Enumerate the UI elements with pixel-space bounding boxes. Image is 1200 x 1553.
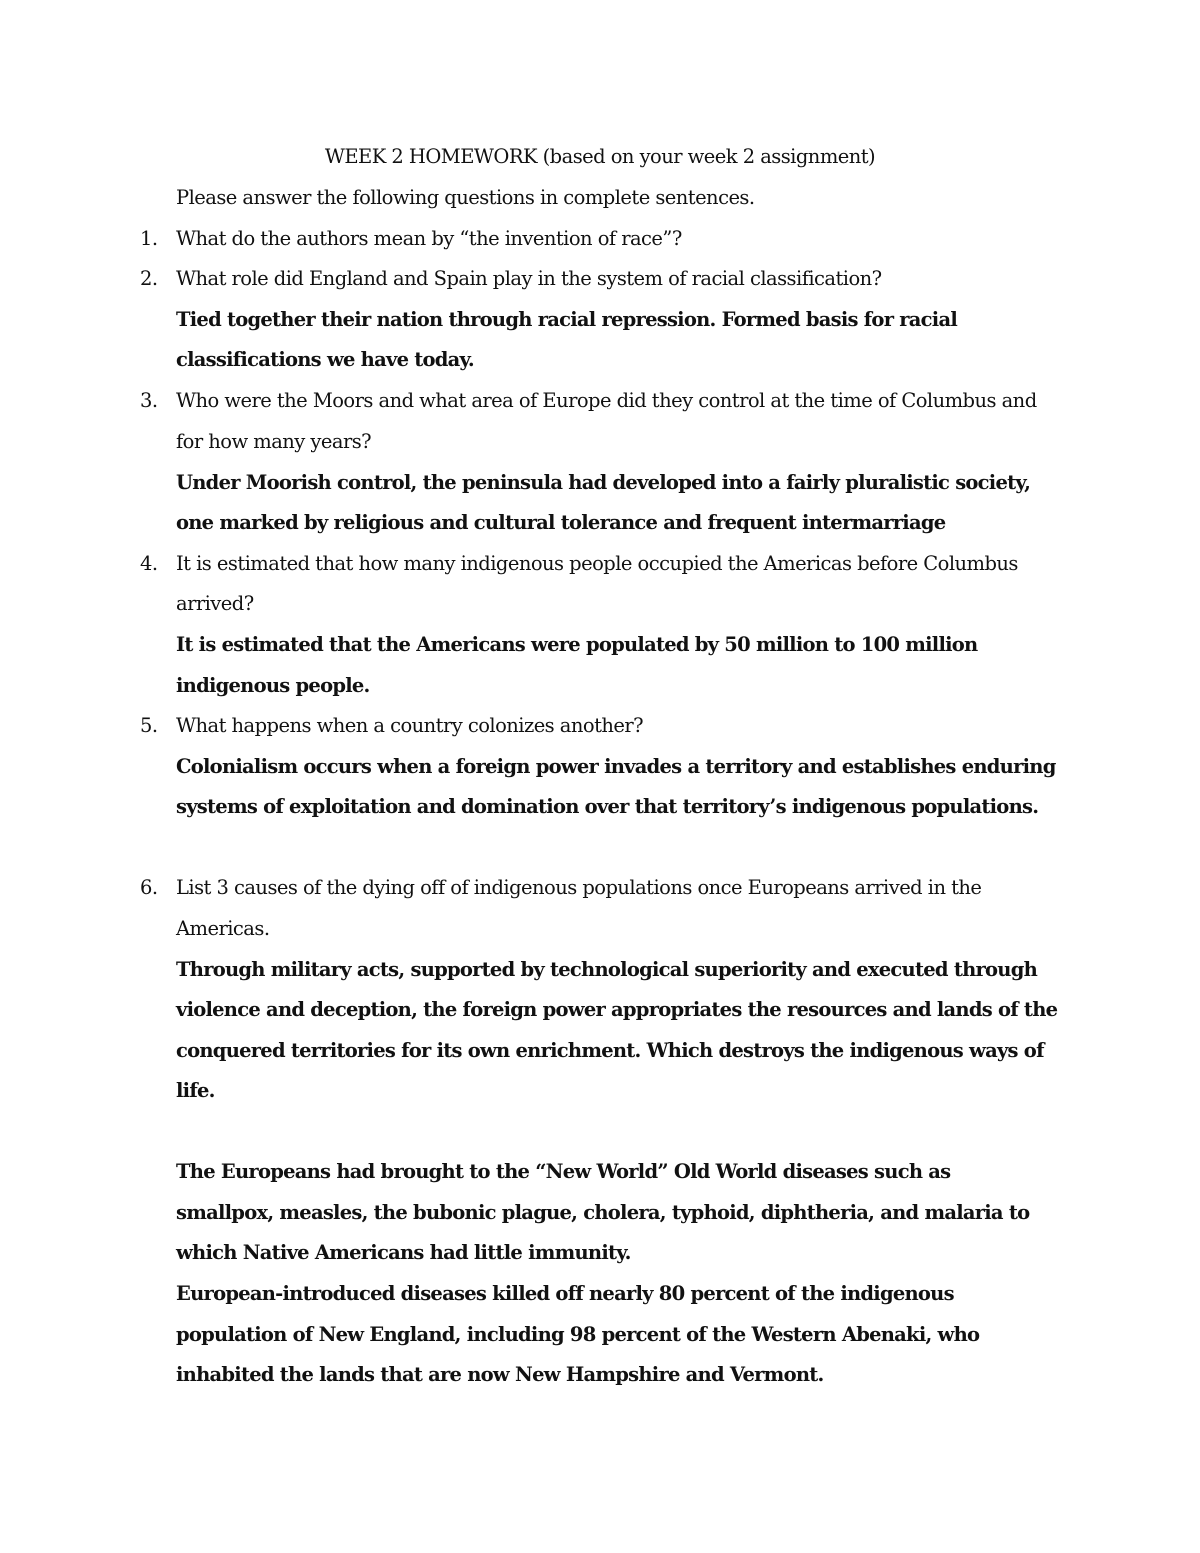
question-number-4: 4. bbox=[140, 552, 158, 575]
answer-6-line-10: inhabited the lands that are now New Hampshire and Vermont. bbox=[176, 1363, 824, 1386]
answer-2-line-1: Tied together their nation through racial repression. Formed basis for racial bbox=[176, 308, 957, 331]
question-6-line-1: List 3 causes of the dying off of indigenous populations once Europeans arrived in the bbox=[176, 876, 982, 899]
answer-3-line-2: one marked by religious and cultural tolerance and frequent intermarriage bbox=[176, 511, 946, 534]
answer-6-line-6: smallpox, measles, the bubonic plague, cholera, typhoid, diphtheria, and malaria to bbox=[176, 1201, 1030, 1224]
answer-6-line-7: which Native Americans had little immunity. bbox=[176, 1241, 631, 1264]
answer-5-line-2: systems of exploitation and domination over that territory’s indigenous populations. bbox=[176, 795, 1039, 818]
question-number-3: 3. bbox=[140, 389, 158, 412]
question-2-line-1: What role did England and Spain play in the system of racial classification? bbox=[176, 267, 882, 290]
instructions: Please answer the following questions in complete sentences. bbox=[176, 186, 755, 209]
question-number-2: 2. bbox=[140, 267, 158, 290]
question-4-line-2: arrived? bbox=[176, 592, 254, 615]
answer-6-line-2: violence and deception, the foreign power appropriates the resources and lands of the bbox=[176, 998, 1058, 1021]
answer-6-line-1: Through military acts, supported by technological superiority and executed through bbox=[176, 958, 1038, 981]
question-number-1: 1. bbox=[140, 227, 158, 250]
answer-6-line-8: European-introduced diseases killed off nearly 80 percent of the indigenous bbox=[176, 1282, 954, 1305]
question-1-line-1: What do the authors mean by “the invention of race”? bbox=[176, 227, 682, 250]
question-3-line-1: Who were the Moors and what area of Europe did they control at the time of Columbus and bbox=[176, 389, 1037, 412]
answer-3-line-1: Under Moorish control, the peninsula had developed into a fairly pluralistic society, bbox=[176, 471, 1031, 494]
answer-4-line-1: It is estimated that the Americans were populated by 50 million to 100 million bbox=[176, 633, 978, 656]
question-3-line-2: for how many years? bbox=[176, 430, 372, 453]
answer-6-line-9: population of New England, including 98 percent of the Western Abenaki, who bbox=[176, 1323, 980, 1346]
question-number-5: 5. bbox=[140, 714, 158, 737]
question-number-6: 6. bbox=[140, 876, 158, 899]
question-6-line-2: Americas. bbox=[176, 917, 270, 940]
answer-6-line-5: The Europeans had brought to the “New World” Old World diseases such as bbox=[176, 1160, 951, 1183]
page-title: WEEK 2 HOMEWORK (based on your week 2 assignment) bbox=[324, 145, 876, 168]
question-4-line-1: It is estimated that how many indigenous people occupied the Americas before Columbus bbox=[176, 552, 1018, 575]
answer-2-line-2: classifications we have today. bbox=[176, 348, 474, 371]
question-5-line-1: What happens when a country colonizes another? bbox=[176, 714, 644, 737]
answer-6-line-4: life. bbox=[176, 1079, 215, 1102]
answer-6-line-3: conquered territories for its own enrichment. Which destroys the indigenous ways of bbox=[176, 1039, 1044, 1062]
answer-4-line-2: indigenous people. bbox=[176, 674, 370, 697]
answer-5-line-1: Colonialism occurs when a foreign power invades a territory and establishes enduring bbox=[176, 755, 1056, 778]
